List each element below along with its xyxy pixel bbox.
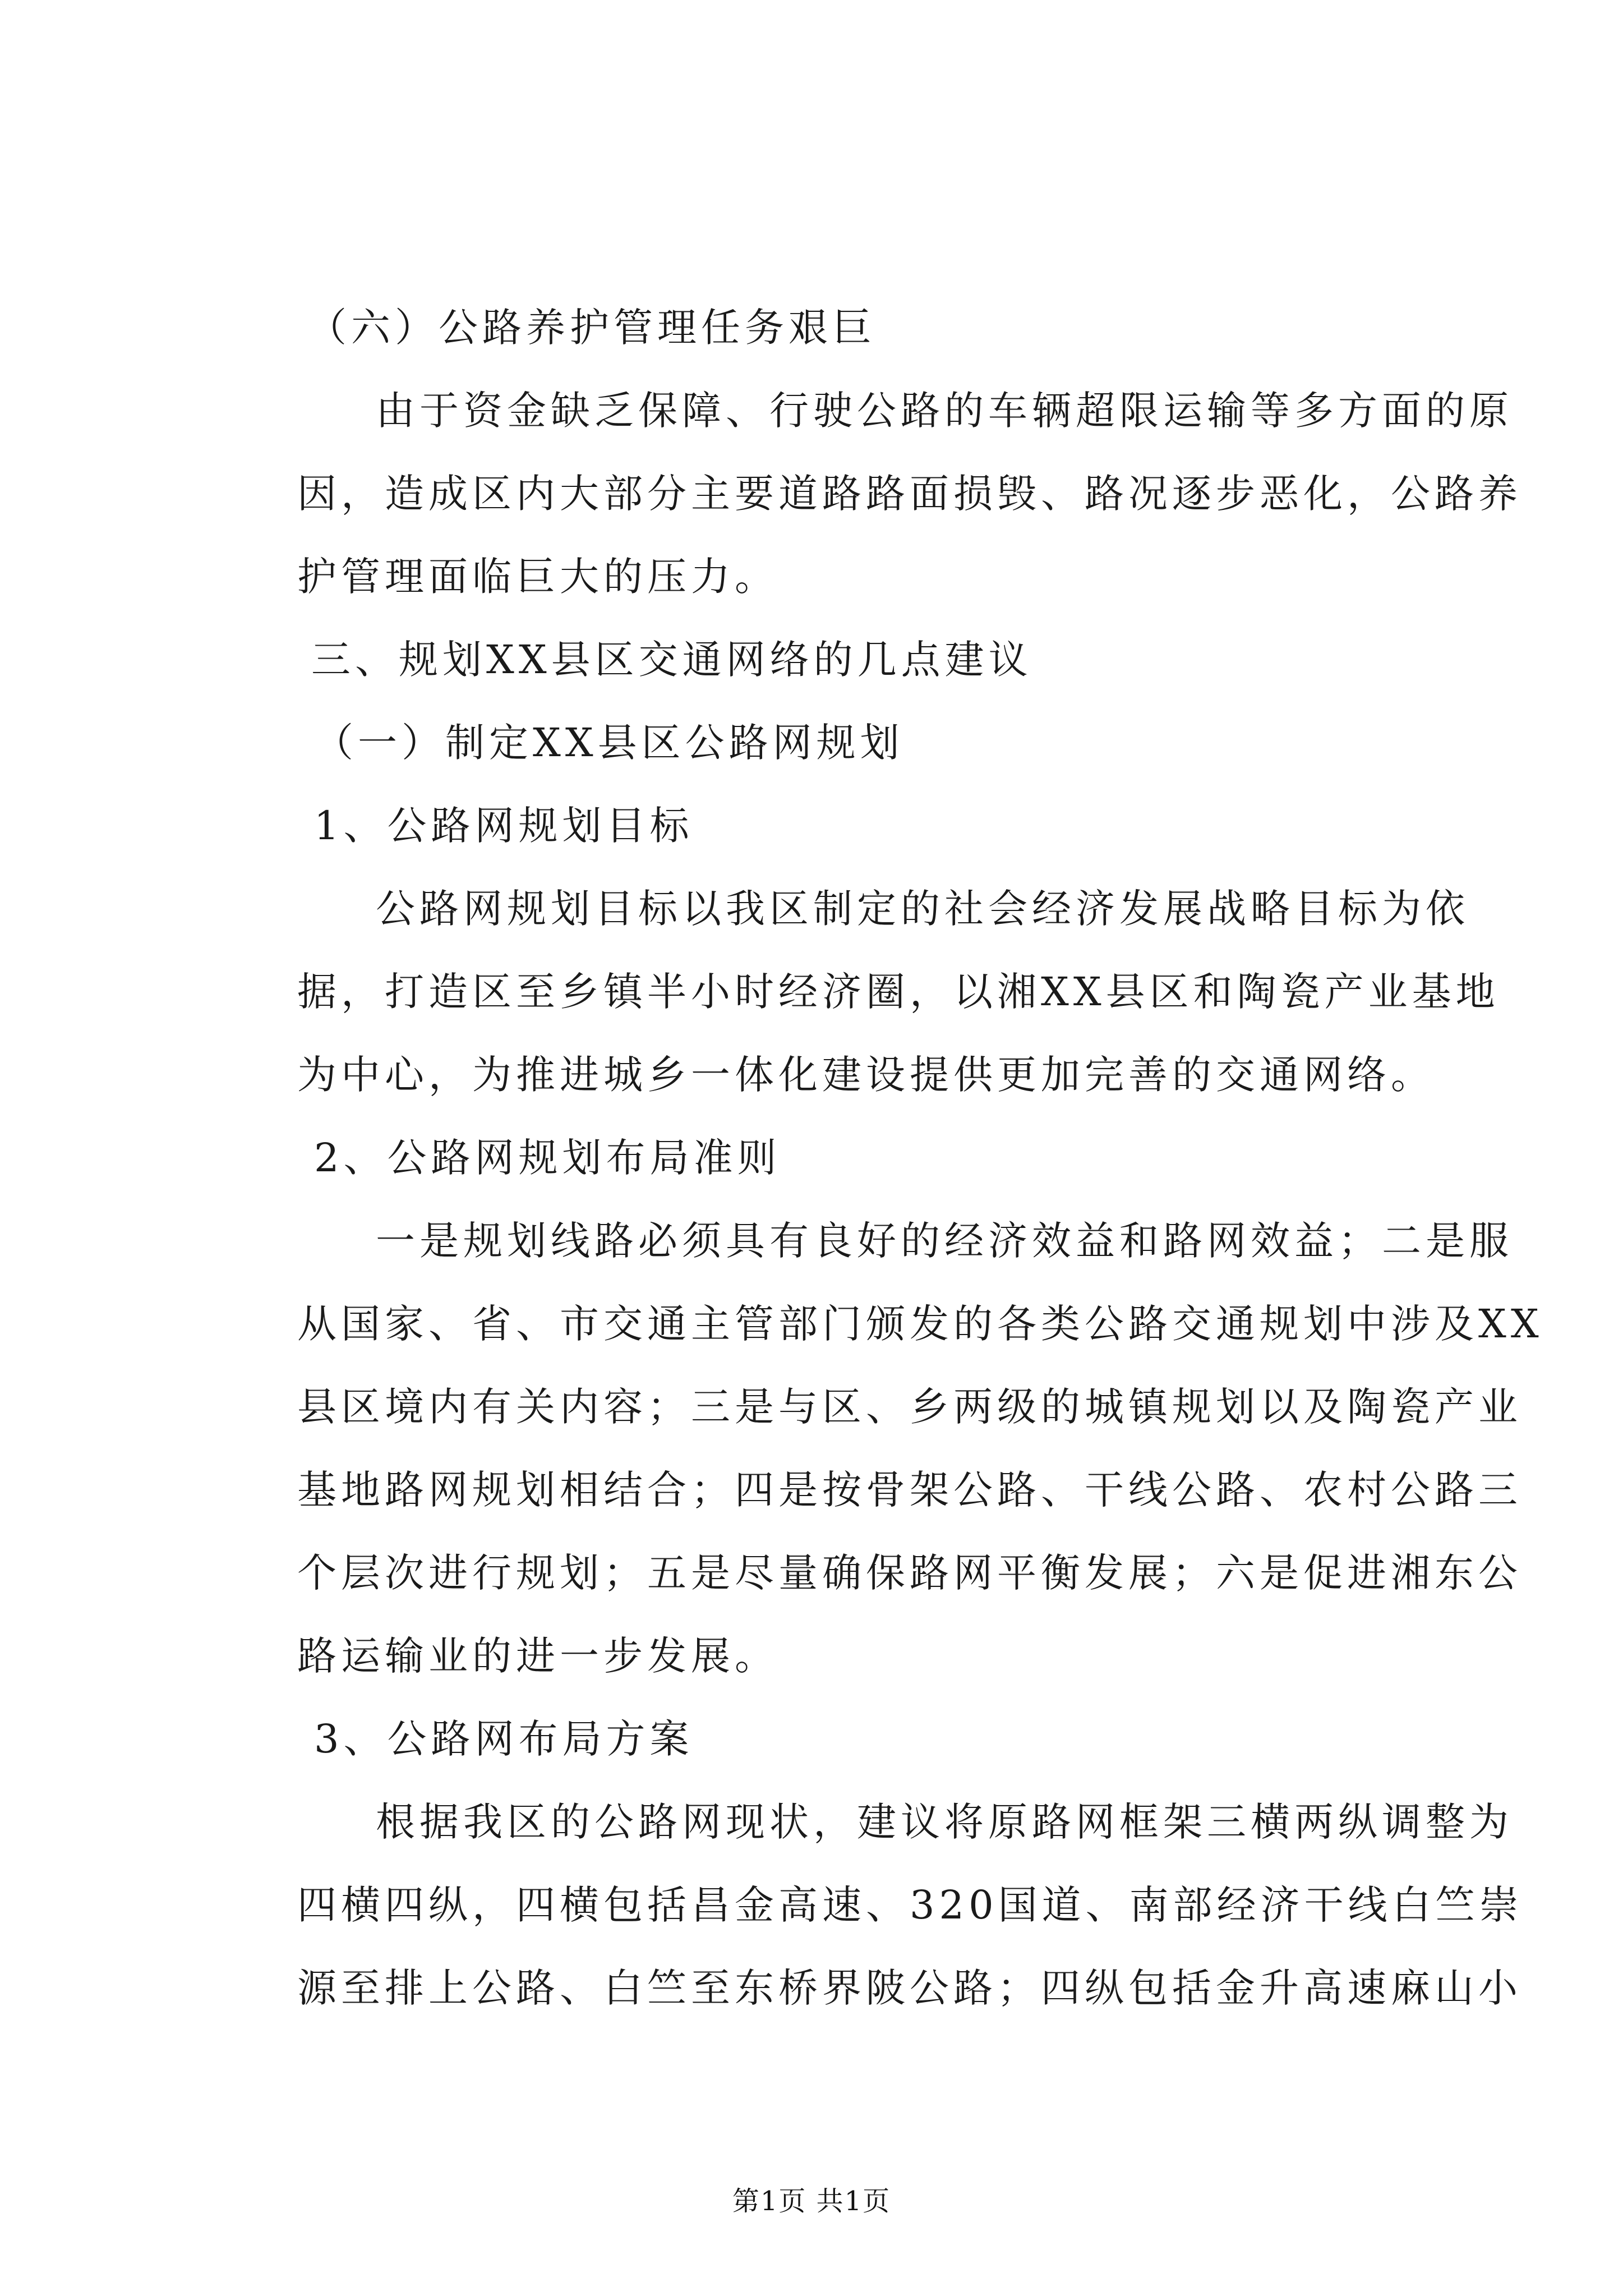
subsection-heading-1: （一）制定XX县区公路网规划 <box>314 720 904 766</box>
page-footer: 第1页 共1页 <box>732 2185 891 2217</box>
item-heading-2: 2、公路网规划布局准则 <box>314 1135 781 1181</box>
paragraph-line: 一是规划线路必须具有良好的经济效益和路网效益；二是服 <box>376 1218 1513 1264</box>
item-heading-1: 1、公路网规划目标 <box>314 803 694 849</box>
paragraph-line: 源至排上公路、白竺至东桥界陂公路；四纵包括金升高速麻山小 <box>297 1965 1522 2011</box>
paragraph-line: 公路网规划目标以我区制定的社会经济发展战略目标为依 <box>376 886 1469 932</box>
section-heading-3: 三、规划XX县区交通网络的几点建议 <box>311 637 1032 683</box>
paragraph-line: 根据我区的公路网现状，建议将原路网框架三横两纵调整为 <box>376 1799 1513 1845</box>
paragraph-line: 个层次进行规划；五是尽量确保路网平衡发展；六是促进湘东公 <box>297 1550 1522 1596</box>
paragraph-line: 为中心，为推进城乡一体化建设提供更加完善的交通网络。 <box>297 1052 1435 1098</box>
paragraph-line: 因，造成区内大部分主要道路路面损毁、路况逐步恶化，公路养 <box>297 471 1522 517</box>
section-heading-6: （六）公路养护管理任务艰巨 <box>307 305 876 351</box>
paragraph-line: 县区境内有关内容；三是与区、乡两级的城镇规划以及陶瓷产业 <box>297 1384 1522 1430</box>
paragraph-line: 护管理面临巨大的压力。 <box>297 554 778 600</box>
paragraph-line: 四横四纵，四横包括昌金高速、320国道、南部经济干线白竺崇 <box>297 1882 1523 1928</box>
paragraph-line: 路运输业的进一步发展。 <box>297 1633 778 1679</box>
paragraph-line: 从国家、省、市交通主管部门颁发的各类公路交通规划中涉及XX <box>297 1301 1543 1347</box>
paragraph-line: 基地路网规划相结合；四是按骨架公路、干线公路、农村公路三 <box>297 1467 1522 1513</box>
document-body <box>297 286 1543 2030</box>
item-heading-3: 3、公路网布局方案 <box>314 1716 694 1762</box>
paragraph-line: 据，打造区至乡镇半小时经济圈，以湘XX县区和陶瓷产业基地 <box>297 969 1500 1015</box>
paragraph-line: 由于资金缺乏保障、行驶公路的车辆超限运输等多方面的原 <box>376 388 1513 434</box>
